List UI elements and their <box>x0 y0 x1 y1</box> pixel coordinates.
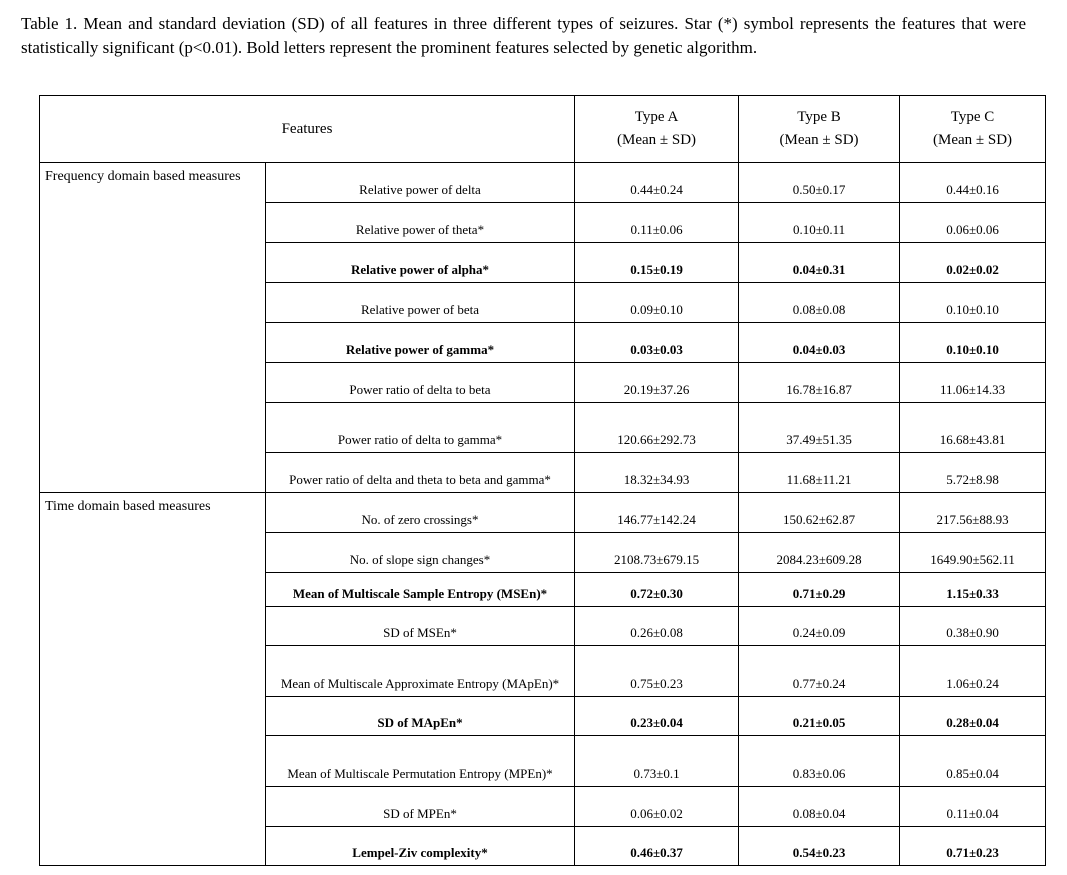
type-c-value: 16.68±43.81 <box>900 403 1046 453</box>
type-a-value: 120.66±292.73 <box>575 403 739 453</box>
type-b-value: 0.71±0.29 <box>739 573 900 607</box>
type-a-value: 0.11±0.06 <box>575 203 739 243</box>
seizure-features-table <box>39 95 1046 866</box>
type-c-header <box>900 96 1046 163</box>
type-b-value: 2084.23±609.28 <box>739 533 900 573</box>
type-b-value: 0.50±0.17 <box>739 163 900 203</box>
type-a-value: 0.06±0.02 <box>575 787 739 827</box>
type-c-value: 217.56±88.93 <box>900 493 1046 533</box>
feature-cell: Relative power of alpha* <box>266 243 575 283</box>
type-a-value: 2108.73±679.15 <box>575 533 739 573</box>
type-b-value: 0.08±0.04 <box>739 787 900 827</box>
feature-cell: Mean of Multiscale Permutation Entropy (MPEn)* <box>266 736 575 787</box>
type-a-value: 0.73±0.1 <box>575 736 739 787</box>
type-c-value: 1.06±0.24 <box>900 646 1046 697</box>
features-header: Features <box>40 96 575 163</box>
type-b-header <box>739 96 900 163</box>
type-a-label: Type A <box>634 109 679 125</box>
type-a-sub: (Mean ± SD) <box>616 132 697 148</box>
type-c-value: 0.06±0.06 <box>900 203 1046 243</box>
type-c-value: 5.72±8.98 <box>900 453 1046 493</box>
feature-cell: Mean of Multiscale Approximate Entropy (MApEn)* <box>266 646 575 697</box>
type-a-value: 18.32±34.93 <box>575 453 739 493</box>
feature-cell: No. of zero crossings* <box>266 493 575 533</box>
type-c-value: 0.10±0.10 <box>900 283 1046 323</box>
type-c-value: 0.11±0.04 <box>900 787 1046 827</box>
feature-cell: Power ratio of delta to beta <box>266 363 575 403</box>
type-c-value: 0.10±0.10 <box>900 323 1046 363</box>
feature-cell: Mean of Multiscale Sample Entropy (MSEn)* <box>266 573 575 607</box>
feature-cell: Relative power of gamma* <box>266 323 575 363</box>
feature-cell: Lempel-Ziv complexity* <box>266 827 575 866</box>
type-c-label: Type C <box>950 109 995 125</box>
type-c-value: 0.38±0.90 <box>900 607 1046 646</box>
type-b-label: Type B <box>797 109 841 125</box>
feature-cell: SD of MSEn* <box>266 607 575 646</box>
type-c-value: 0.44±0.16 <box>900 163 1046 203</box>
type-b-value: 0.54±0.23 <box>739 827 900 866</box>
feature-cell: Power ratio of delta to gamma* <box>266 403 575 453</box>
type-b-value: 16.78±16.87 <box>739 363 900 403</box>
type-a-value: 0.72±0.30 <box>575 573 739 607</box>
type-a-value: 146.77±142.24 <box>575 493 739 533</box>
type-c-value: 0.85±0.04 <box>900 736 1046 787</box>
type-a-value: 0.23±0.04 <box>575 697 739 736</box>
feature-cell: No. of slope sign changes* <box>266 533 575 573</box>
feature-cell: Relative power of beta <box>266 283 575 323</box>
type-b-value: 0.10±0.11 <box>739 203 900 243</box>
feature-cell: Relative power of delta <box>266 163 575 203</box>
type-a-value: 0.46±0.37 <box>575 827 739 866</box>
type-c-value: 0.02±0.02 <box>900 243 1046 283</box>
group-label: Time domain based measures <box>40 493 266 866</box>
table-row <box>40 163 1046 203</box>
group-label: Frequency domain based measures <box>40 163 266 493</box>
type-b-value: 0.77±0.24 <box>739 646 900 697</box>
type-a-value: 0.09±0.10 <box>575 283 739 323</box>
type-b-value: 150.62±62.87 <box>739 493 900 533</box>
type-c-value: 1.15±0.33 <box>900 573 1046 607</box>
type-b-value: 0.04±0.03 <box>739 323 900 363</box>
feature-cell: Power ratio of delta and theta to beta and gamma* <box>266 453 575 493</box>
type-c-sub: (Mean ± SD) <box>932 132 1013 148</box>
type-b-value: 0.04±0.31 <box>739 243 900 283</box>
header-row <box>40 96 1046 163</box>
type-a-value: 0.75±0.23 <box>575 646 739 697</box>
table-row <box>40 493 1046 533</box>
type-c-value: 11.06±14.33 <box>900 363 1046 403</box>
feature-cell: Relative power of theta* <box>266 203 575 243</box>
type-b-sub: (Mean ± SD) <box>779 132 859 148</box>
feature-cell: SD of MPEn* <box>266 787 575 827</box>
type-c-value: 1649.90±562.11 <box>900 533 1046 573</box>
type-a-value: 0.44±0.24 <box>575 163 739 203</box>
type-b-value: 0.08±0.08 <box>739 283 900 323</box>
feature-cell: SD of MApEn* <box>266 697 575 736</box>
type-b-value: 0.83±0.06 <box>739 736 900 787</box>
type-a-value: 20.19±37.26 <box>575 363 739 403</box>
type-b-value: 37.49±51.35 <box>739 403 900 453</box>
type-a-value: 0.15±0.19 <box>575 243 739 283</box>
type-a-header <box>575 96 739 163</box>
type-b-value: 11.68±11.21 <box>739 453 900 493</box>
type-c-value: 0.71±0.23 <box>900 827 1046 866</box>
type-a-value: 0.26±0.08 <box>575 607 739 646</box>
type-a-value: 0.03±0.03 <box>575 323 739 363</box>
table-caption: Table 1. Mean and standard deviation (SD) of all features in three different types of seizures. Star (*) symbol represents the features that were statistically significant (p<0.01). Bold letters represent the prominent features selected by genetic algorithm. <box>21 14 1026 57</box>
type-b-value: 0.21±0.05 <box>739 697 900 736</box>
type-b-value: 0.24±0.09 <box>739 607 900 646</box>
type-c-value: 0.28±0.04 <box>900 697 1046 736</box>
